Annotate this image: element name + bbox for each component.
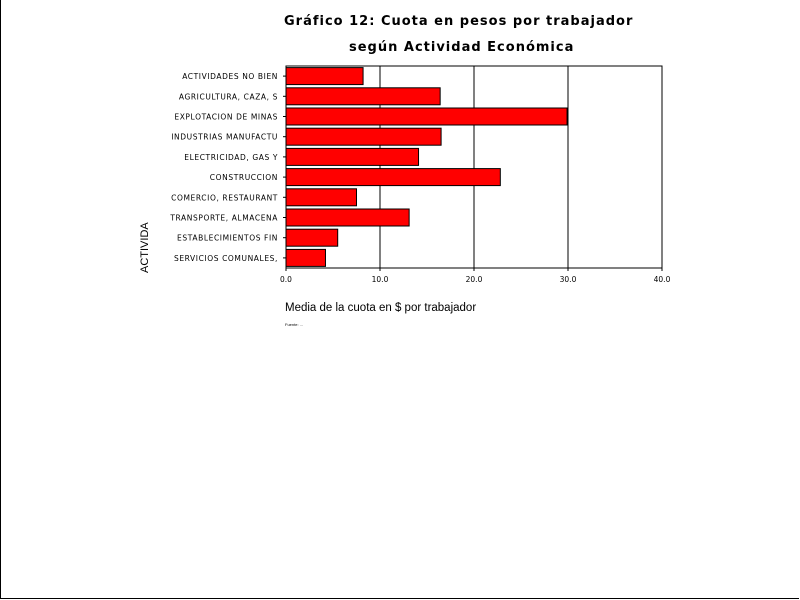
- bar-5: [286, 169, 500, 186]
- category-label-1: AGRICULTURA, CAZA, S: [178, 92, 278, 102]
- x-tick-labels: [280, 275, 671, 284]
- category-labels: [169, 72, 278, 263]
- bar-4: [286, 148, 419, 165]
- category-label-8: ESTABLECIMIENTOS FIN: [177, 233, 278, 243]
- plot-area: [169, 66, 670, 284]
- category-label-9: SERVICIOS COMUNALES,: [173, 253, 278, 263]
- x-axis-label: Media de la cuota en $ por trabajador: [285, 302, 477, 314]
- category-label-2: EXPLOTACION DE MINAS: [174, 112, 278, 122]
- chart-title: [284, 14, 633, 55]
- category-label-4: ELECTRICIDAD, GAS Y: [184, 152, 278, 162]
- category-label-3: INDUSTRIAS MANUFACTU: [171, 132, 278, 142]
- x-tick-label-2: 20.0: [465, 275, 483, 284]
- title-clip-mask: [686, 8, 786, 32]
- category-label-0: ACTIVIDADES NO BIEN: [182, 72, 278, 82]
- bar-2: [286, 108, 567, 125]
- y-axis-label: ACTIVIDA: [139, 222, 151, 273]
- bar-1: [286, 88, 440, 105]
- bars: [286, 68, 567, 267]
- x-tick-label-3: 30.0: [559, 275, 577, 284]
- x-tick-label-1: 10.0: [371, 275, 389, 284]
- category-label-7: TRANSPORTE, ALMACENA: [170, 213, 278, 223]
- bar-8: [286, 229, 338, 246]
- chart-title-text: Gráfico 12: Cuota en pesos por trabajador: [284, 14, 634, 29]
- bar-7: [286, 209, 409, 226]
- category-label-5: CONSTRUCCION: [209, 173, 278, 183]
- footnote: Fuente: ...: [285, 322, 304, 327]
- category-label-6: COMERCIO, RESTAURANT: [171, 193, 278, 203]
- x-tick-label-4: 40.0: [653, 275, 671, 284]
- bar-3: [286, 128, 441, 145]
- bar-6: [286, 189, 357, 206]
- chart-subtitle-text: según Actividad Económica: [349, 40, 575, 55]
- bar-9: [286, 249, 325, 266]
- bar-0: [286, 68, 363, 85]
- x-tick-label-0: 0.0: [280, 275, 292, 284]
